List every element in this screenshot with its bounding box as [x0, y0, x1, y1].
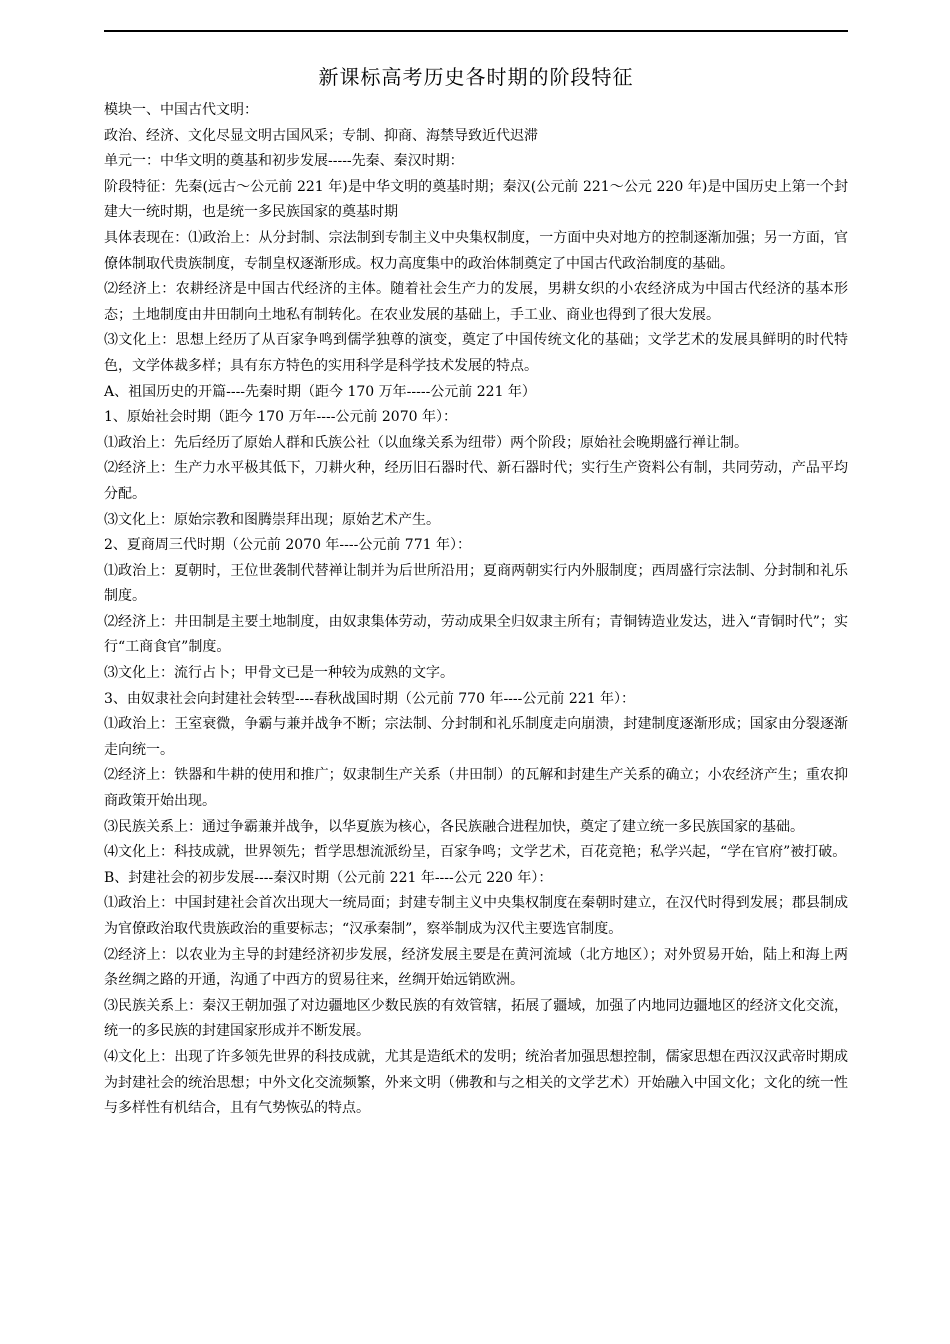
module-heading: 模块一、中国古代文明： — [104, 102, 258, 118]
paragraph: ⑶民族关系上：通过争霸兼并战争，以华夏族为核心，各民族融合进程加快，奠定了建立统一多民族国家的基础。 — [104, 818, 804, 835]
paragraph-politics-overview: 具体表现在：⑴政治上：从分封制、宗法制到专制主义中央集权制度，一方面中央对地方的控制逐渐加强；另一方面，官僚体制取代贵族制度，专制皇权逐渐形成。权力高度集中的政治体制奠定了中国古代政治制度的基础。 — [104, 229, 848, 272]
paragraph: ⑴政治上：王室衰微，争霸与兼并战争不断；宗法制、分封制和礼乐制度走向崩溃，封建制度逐渐形成；国家由分裂逐渐走向统一。 — [104, 716, 848, 758]
section-heading-a: A、祖国历史的开篇----先秦时期（距今 170 万年-----公元前 221 年） — [104, 383, 536, 400]
paragraph: ⑵经济上：铁器和牛耕的使用和推广；奴隶制生产关系（井田制）的瓦解和封建生产关系的确立；小农经济产生；重农抑商政策开始出现。 — [104, 767, 848, 810]
paragraph: ⑵经济上：井田制是主要土地制度，由奴隶集体劳动，劳动成果全归奴隶主所有；青铜铸造业发达，进入“青铜时代”；实行“工商食官”制度。 — [104, 613, 848, 656]
subsection-heading-2: 2、夏商周三代时期（公元前 2070 年----公元前 771 年）： — [104, 537, 471, 554]
paragraph: ⑷文化上：科技成就，世界领先；哲学思想流派纷呈，百家争鸣；文学艺术，百花竞艳；私学兴起，“学在官府”被打破。 — [104, 844, 847, 861]
paragraph: ⑶文化上：流行占卜；甲骨文已是一种较为成熟的文字。 — [104, 665, 454, 682]
paragraph: ⑷文化上：出现了许多领先世界的科技成就，尤其是造纸术的发明；统治者加强思想控制，儒家思想在西汉汉武帝时期成为封建社会的统治思想；中外文化交流频繁，外来文明（佛教和与之相关的文学艺术）开始融入中国文化；文化的统一性与多样性有机结合，且有气势恢弘的特点。 — [104, 1048, 848, 1117]
unit-heading: 单元一：中华文明的奠基和初步发展-----先秦、秦汉时期： — [104, 153, 464, 170]
paragraph: ⑵经济上：以农业为主导的封建经济初步发展，经济发展主要是在黄河流域（北方地区）；对外贸易开始，陆上和海上两条丝绸之路的开通，沟通了中西方的贸易往来，丝绸开始远销欧洲。 — [104, 946, 848, 989]
subsection-heading-3: 3、由奴隶社会向封建社会转型----春秋战国时期（公元前 770 年----公元前 221 年）： — [104, 690, 635, 707]
paragraph: ⑶文化上：原始宗教和图腾崇拜出现；原始艺术产生。 — [104, 511, 440, 528]
paragraph-culture-overview: ⑶文化上：思想上经历了从百家争鸣到儒学独尊的演变，奠定了中国传统文化的基础；文学艺术的发展具鲜明的时代特色，文学体裁多样；具有东方特色的实用科学是科学技术发展的特点。 — [104, 332, 848, 374]
section-heading-b: B、封建社会的初步发展----秦汉时期（公元前 221 年----公元 220 年）： — [104, 869, 553, 886]
document-body — [104, 98, 848, 1122]
paragraph: ⑵经济上：生产力水平极其低下，刀耕火种，经历旧石器时代、新石器时代；实行生产资料公有制，共同劳动，产品平均分配。 — [104, 460, 848, 502]
stage-characteristics: 阶段特征：先秦(远古～公元前 221 年)是中华文明的奠基时期；秦汉(公元前 221～公元 220 年)是中国历史上第一个封建大一统时期，也是统一多民族国家的奠基时期 — [104, 178, 848, 221]
document-title: 新课标高考历史各时期的阶段特征 — [318, 65, 634, 89]
paragraph: ⑴政治上：夏朝时，王位世袭制代替禅让制并为后世所沿用；夏商两朝实行内外服制度；西周盛行宗法制、分封制和礼乐制度。 — [104, 562, 848, 605]
module-summary: 政治、经济、文化尽显文明古国风采；专制、抑商、海禁导致近代迟滞 — [104, 127, 538, 144]
paragraph: ⑴政治上：中国封建社会首次出现大一统局面；封建专制主义中央集权制度在秦朝时建立，在汉代时得到发展；郡县制成为官僚政治取代贵族政治的重要标志；“汉承秦制”，察举制成为汉代主要选官制度。 — [104, 895, 848, 937]
header-rule — [104, 30, 848, 32]
subsection-heading-1: 1、原始社会时期（距今 170 万年----公元前 2070 年）： — [104, 409, 457, 426]
paragraph: ⑴政治上：先后经历了原始人群和氏族公社（以血缘关系为纽带）两个阶段；原始社会晚期盛行禅让制。 — [104, 434, 748, 451]
paragraph: ⑶民族关系上：秦汉王朝加强了对边疆地区少数民族的有效管辖，拓展了疆域，加强了内地同边疆地区的经济文化交流，统一的多民族的封建国家形成并不断发展。 — [104, 997, 848, 1040]
paragraph-economy-overview: ⑵经济上：农耕经济是中国古代经济的主体。随着社会生产力的发展，男耕女织的小农经济成为中国古代经济的基本形态；土地制度由井田制向土地私有制转化。在农业发展的基础上，手工业、商业也得到了很大发展。 — [104, 281, 848, 323]
